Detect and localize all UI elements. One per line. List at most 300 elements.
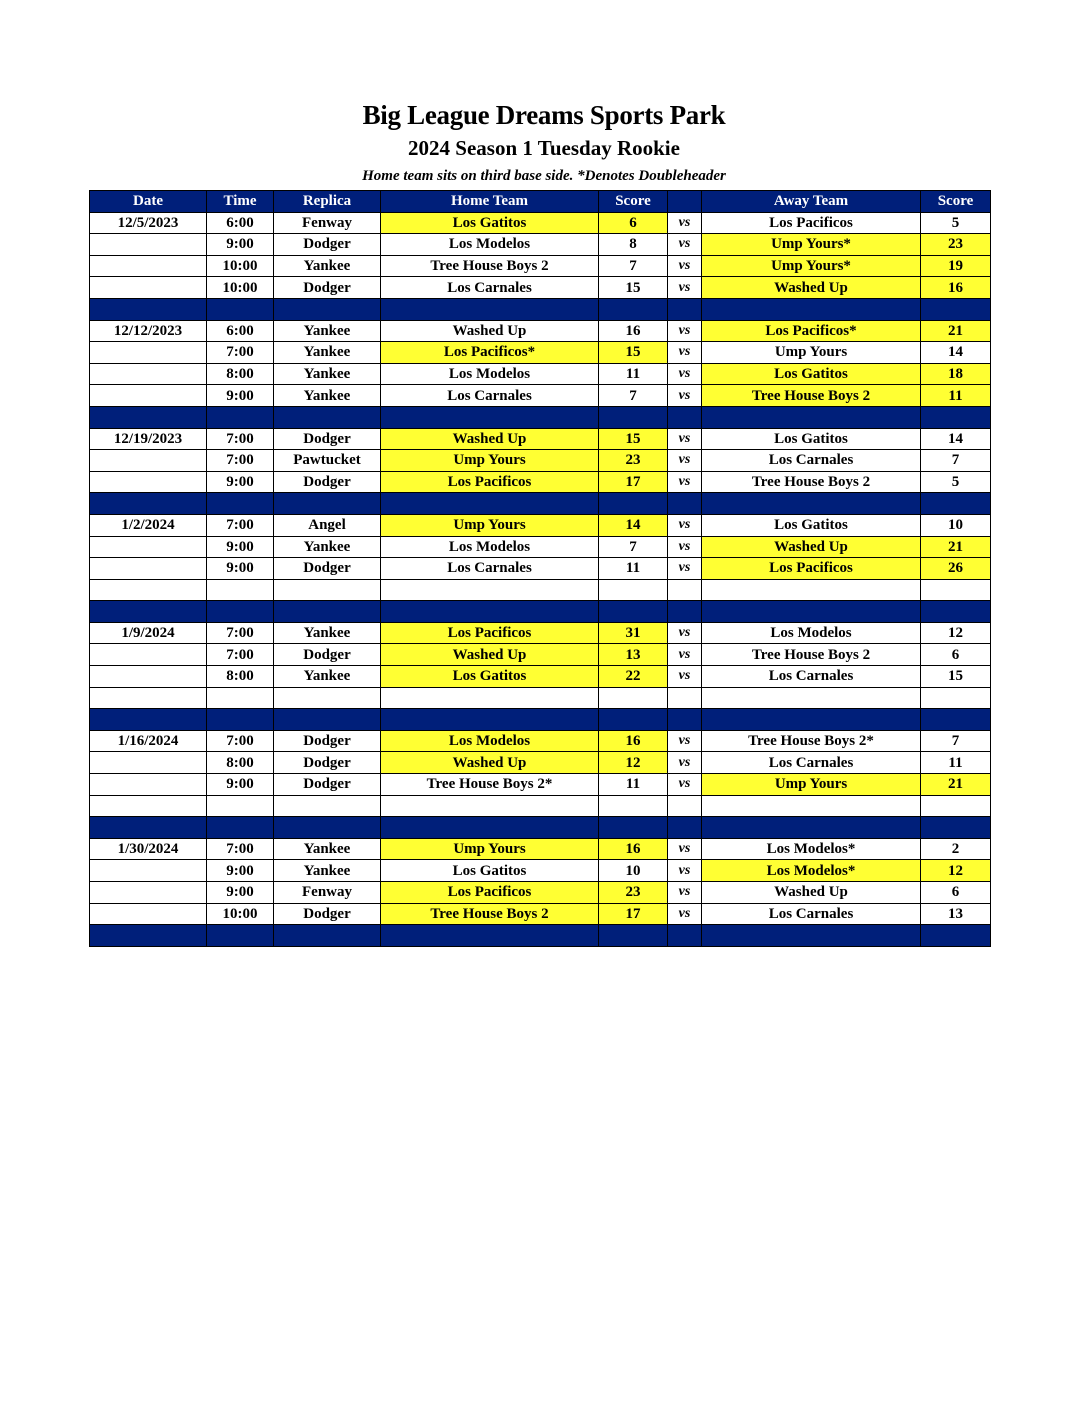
- time-cell: 10:00: [207, 255, 274, 277]
- away-score-cell: 5: [921, 212, 991, 234]
- away-score-cell: 11: [921, 385, 991, 407]
- game-row: [90, 320, 991, 342]
- date-cell: [90, 774, 207, 796]
- time-cell: 8:00: [207, 666, 274, 688]
- date-cell: 1/9/2024: [90, 622, 207, 644]
- game-row: [90, 471, 991, 493]
- separator-cell: [599, 601, 668, 623]
- home-score-cell: 13: [599, 644, 668, 666]
- replica-cell: Dodger: [274, 903, 381, 925]
- game-row: [90, 558, 991, 580]
- game-row: [90, 536, 991, 558]
- home-score-cell: 12: [599, 752, 668, 774]
- separator-cell: [668, 298, 702, 320]
- week-separator-row: [90, 817, 991, 839]
- separator-cell: [921, 406, 991, 428]
- blank-cell: [381, 795, 599, 817]
- home-team-cell: Los Carnales: [381, 277, 599, 299]
- game-row: [90, 385, 991, 407]
- separator-cell: [599, 817, 668, 839]
- date-cell: [90, 536, 207, 558]
- week-separator-row: [90, 406, 991, 428]
- separator-cell: [381, 406, 599, 428]
- home-score-cell: 15: [599, 277, 668, 299]
- separator-cell: [207, 406, 274, 428]
- time-cell: 8:00: [207, 363, 274, 385]
- game-row: [90, 730, 991, 752]
- week-separator-row: [90, 298, 991, 320]
- replica-cell: Yankee: [274, 363, 381, 385]
- doubleheader-note: Home team sits on third base side. *Denotes Doubleheader: [362, 168, 726, 184]
- schedule-body: [90, 212, 991, 946]
- home-team-cell: Los Modelos: [381, 234, 599, 256]
- vs-cell: vs: [668, 212, 702, 234]
- separator-cell: [207, 925, 274, 947]
- separator-cell: [207, 601, 274, 623]
- vs-cell: vs: [668, 903, 702, 925]
- home-team-cell: Los Carnales: [381, 558, 599, 580]
- home-team-cell: Los Gatitos: [381, 666, 599, 688]
- blank-cell: [921, 579, 991, 601]
- date-cell: [90, 752, 207, 774]
- home-team-cell: Tree House Boys 2: [381, 255, 599, 277]
- game-row: [90, 234, 991, 256]
- time-cell: 9:00: [207, 558, 274, 580]
- date-cell: 1/16/2024: [90, 730, 207, 752]
- date-cell: [90, 860, 207, 882]
- away-score-cell: 7: [921, 730, 991, 752]
- away-team-cell: Los Pacificos: [702, 558, 921, 580]
- away-team-cell: Ump Yours*: [702, 255, 921, 277]
- separator-cell: [274, 709, 381, 731]
- home-team-cell: Washed Up: [381, 752, 599, 774]
- game-row: [90, 903, 991, 925]
- separator-cell: [599, 925, 668, 947]
- separator-cell: [274, 493, 381, 515]
- home-score-cell: 15: [599, 428, 668, 450]
- vs-cell: vs: [668, 471, 702, 493]
- game-row: [90, 255, 991, 277]
- blank-cell: [702, 579, 921, 601]
- away-team-cell: Ump Yours: [702, 774, 921, 796]
- separator-cell: [599, 493, 668, 515]
- away-score-cell: 23: [921, 234, 991, 256]
- time-cell: 6:00: [207, 320, 274, 342]
- blank-row: [90, 795, 991, 817]
- separator-cell: [90, 298, 207, 320]
- home-team-cell: Los Pacificos: [381, 622, 599, 644]
- home-score-cell: 7: [599, 255, 668, 277]
- week-separator-row: [90, 493, 991, 515]
- separator-cell: [702, 817, 921, 839]
- replica-cell: Yankee: [274, 536, 381, 558]
- away-score-cell: 10: [921, 514, 991, 536]
- date-cell: [90, 234, 207, 256]
- away-team-cell: Los Carnales: [702, 903, 921, 925]
- game-row: [90, 363, 991, 385]
- replica-cell: Dodger: [274, 774, 381, 796]
- away-team-cell: Washed Up: [702, 536, 921, 558]
- replica-cell: Pawtucket: [274, 450, 381, 472]
- home-team-cell: Washed Up: [381, 644, 599, 666]
- replica-cell: Yankee: [274, 320, 381, 342]
- home-team-cell: Ump Yours: [381, 514, 599, 536]
- away-team-cell: Washed Up: [702, 882, 921, 904]
- col-header-time: Time: [207, 191, 274, 213]
- away-score-cell: 18: [921, 363, 991, 385]
- separator-cell: [702, 493, 921, 515]
- vs-cell: vs: [668, 277, 702, 299]
- vs-cell: vs: [668, 385, 702, 407]
- replica-cell: Dodger: [274, 277, 381, 299]
- separator-cell: [90, 925, 207, 947]
- date-cell: [90, 471, 207, 493]
- vs-cell: vs: [668, 860, 702, 882]
- blank-cell: [274, 579, 381, 601]
- home-team-cell: Los Carnales: [381, 385, 599, 407]
- separator-cell: [274, 406, 381, 428]
- blank-cell: [90, 795, 207, 817]
- separator-cell: [90, 493, 207, 515]
- blank-cell: [207, 579, 274, 601]
- replica-cell: Yankee: [274, 860, 381, 882]
- vs-cell: vs: [668, 882, 702, 904]
- date-cell: [90, 342, 207, 364]
- time-cell: 9:00: [207, 536, 274, 558]
- blank-row: [90, 687, 991, 709]
- blank-cell: [381, 579, 599, 601]
- replica-cell: Dodger: [274, 428, 381, 450]
- away-team-cell: Los Modelos: [702, 622, 921, 644]
- separator-cell: [90, 601, 207, 623]
- date-cell: [90, 666, 207, 688]
- replica-cell: Fenway: [274, 882, 381, 904]
- separator-cell: [702, 709, 921, 731]
- away-team-cell: Tree House Boys 2: [702, 471, 921, 493]
- separator-cell: [668, 925, 702, 947]
- date-cell: [90, 558, 207, 580]
- home-team-cell: Los Pacificos: [381, 882, 599, 904]
- game-row: [90, 622, 991, 644]
- separator-cell: [207, 817, 274, 839]
- separator-cell: [921, 709, 991, 731]
- home-team-cell: Ump Yours: [381, 838, 599, 860]
- date-cell: 12/12/2023: [90, 320, 207, 342]
- home-score-cell: 8: [599, 234, 668, 256]
- separator-cell: [274, 925, 381, 947]
- away-score-cell: 12: [921, 860, 991, 882]
- col-header-vs: [668, 191, 702, 213]
- separator-cell: [381, 493, 599, 515]
- replica-cell: Dodger: [274, 730, 381, 752]
- vs-cell: vs: [668, 730, 702, 752]
- replica-cell: Yankee: [274, 622, 381, 644]
- vs-cell: vs: [668, 644, 702, 666]
- time-cell: 9:00: [207, 774, 274, 796]
- separator-cell: [599, 406, 668, 428]
- separator-cell: [381, 817, 599, 839]
- home-score-cell: 11: [599, 363, 668, 385]
- time-cell: 7:00: [207, 838, 274, 860]
- game-row: [90, 838, 991, 860]
- blank-cell: [207, 795, 274, 817]
- separator-cell: [668, 817, 702, 839]
- blank-cell: [90, 687, 207, 709]
- blank-cell: [921, 687, 991, 709]
- col-header-home-team: Home Team: [381, 191, 599, 213]
- date-cell: 1/2/2024: [90, 514, 207, 536]
- week-separator-row: [90, 601, 991, 623]
- vs-cell: vs: [668, 536, 702, 558]
- blank-cell: [921, 795, 991, 817]
- replica-cell: Yankee: [274, 385, 381, 407]
- away-score-cell: 14: [921, 342, 991, 364]
- game-row: [90, 212, 991, 234]
- separator-cell: [381, 601, 599, 623]
- home-score-cell: 11: [599, 774, 668, 796]
- blank-cell: [599, 579, 668, 601]
- blank-cell: [702, 687, 921, 709]
- separator-cell: [274, 601, 381, 623]
- away-score-cell: 21: [921, 320, 991, 342]
- date-cell: 12/5/2023: [90, 212, 207, 234]
- blank-row: [90, 579, 991, 601]
- time-cell: 9:00: [207, 882, 274, 904]
- vs-cell: vs: [668, 622, 702, 644]
- time-cell: 8:00: [207, 752, 274, 774]
- blank-cell: [207, 687, 274, 709]
- away-team-cell: Los Modelos*: [702, 838, 921, 860]
- home-team-cell: Los Modelos: [381, 536, 599, 558]
- col-header-home-score: Score: [599, 191, 668, 213]
- date-cell: [90, 903, 207, 925]
- home-score-cell: 16: [599, 838, 668, 860]
- home-score-cell: 7: [599, 536, 668, 558]
- date-cell: [90, 644, 207, 666]
- separator-cell: [90, 406, 207, 428]
- away-team-cell: Los Modelos*: [702, 860, 921, 882]
- blank-cell: [381, 687, 599, 709]
- separator-cell: [381, 925, 599, 947]
- away-score-cell: 26: [921, 558, 991, 580]
- vs-cell: vs: [668, 450, 702, 472]
- separator-cell: [668, 406, 702, 428]
- time-cell: 9:00: [207, 234, 274, 256]
- home-score-cell: 14: [599, 514, 668, 536]
- vs-cell: vs: [668, 342, 702, 364]
- away-score-cell: 14: [921, 428, 991, 450]
- home-score-cell: 15: [599, 342, 668, 364]
- away-team-cell: Los Gatitos: [702, 514, 921, 536]
- time-cell: 9:00: [207, 471, 274, 493]
- away-score-cell: 6: [921, 882, 991, 904]
- away-score-cell: 13: [921, 903, 991, 925]
- time-cell: 6:00: [207, 212, 274, 234]
- date-cell: [90, 363, 207, 385]
- time-cell: 10:00: [207, 903, 274, 925]
- vs-cell: vs: [668, 514, 702, 536]
- separator-cell: [599, 709, 668, 731]
- home-score-cell: 17: [599, 903, 668, 925]
- separator-cell: [702, 406, 921, 428]
- time-cell: 7:00: [207, 428, 274, 450]
- away-score-cell: 21: [921, 536, 991, 558]
- page-title: Big League Dreams Sports Park: [362, 100, 726, 130]
- replica-cell: Yankee: [274, 666, 381, 688]
- away-score-cell: 5: [921, 471, 991, 493]
- home-score-cell: 6: [599, 212, 668, 234]
- away-team-cell: Washed Up: [702, 277, 921, 299]
- vs-cell: vs: [668, 428, 702, 450]
- home-team-cell: Los Pacificos*: [381, 342, 599, 364]
- date-cell: [90, 450, 207, 472]
- date-cell: 12/19/2023: [90, 428, 207, 450]
- home-team-cell: Los Modelos: [381, 730, 599, 752]
- blank-cell: [599, 795, 668, 817]
- home-team-cell: Ump Yours: [381, 450, 599, 472]
- separator-cell: [274, 817, 381, 839]
- replica-cell: Fenway: [274, 212, 381, 234]
- schedule-table: [89, 190, 991, 947]
- separator-cell: [90, 817, 207, 839]
- away-score-cell: 7: [921, 450, 991, 472]
- game-row: [90, 277, 991, 299]
- game-row: [90, 644, 991, 666]
- date-cell: 1/30/2024: [90, 838, 207, 860]
- blank-cell: [702, 795, 921, 817]
- away-score-cell: 11: [921, 752, 991, 774]
- replica-cell: Dodger: [274, 471, 381, 493]
- separator-cell: [702, 298, 921, 320]
- time-cell: 9:00: [207, 860, 274, 882]
- home-score-cell: 16: [599, 730, 668, 752]
- away-team-cell: Los Gatitos: [702, 428, 921, 450]
- separator-cell: [921, 925, 991, 947]
- separator-cell: [381, 298, 599, 320]
- separator-cell: [921, 601, 991, 623]
- replica-cell: Dodger: [274, 752, 381, 774]
- away-score-cell: 2: [921, 838, 991, 860]
- home-team-cell: Los Modelos: [381, 363, 599, 385]
- vs-cell: vs: [668, 752, 702, 774]
- home-team-cell: Los Pacificos: [381, 471, 599, 493]
- vs-cell: vs: [668, 558, 702, 580]
- away-team-cell: Los Carnales: [702, 450, 921, 472]
- time-cell: 7:00: [207, 514, 274, 536]
- game-row: [90, 752, 991, 774]
- separator-cell: [599, 298, 668, 320]
- week-separator-row: [90, 925, 991, 947]
- home-score-cell: 23: [599, 882, 668, 904]
- home-score-cell: 31: [599, 622, 668, 644]
- col-header-away-team: Away Team: [702, 191, 921, 213]
- home-team-cell: Tree House Boys 2*: [381, 774, 599, 796]
- game-row: [90, 428, 991, 450]
- away-team-cell: Ump Yours: [702, 342, 921, 364]
- separator-cell: [274, 298, 381, 320]
- time-cell: 9:00: [207, 385, 274, 407]
- away-team-cell: Tree House Boys 2: [702, 644, 921, 666]
- vs-cell: vs: [668, 838, 702, 860]
- away-team-cell: Los Carnales: [702, 666, 921, 688]
- away-team-cell: Ump Yours*: [702, 234, 921, 256]
- separator-cell: [381, 709, 599, 731]
- replica-cell: Angel: [274, 514, 381, 536]
- vs-cell: vs: [668, 363, 702, 385]
- away-team-cell: Los Pacificos: [702, 212, 921, 234]
- vs-cell: vs: [668, 774, 702, 796]
- time-cell: 7:00: [207, 342, 274, 364]
- away-team-cell: Tree House Boys 2*: [702, 730, 921, 752]
- away-score-cell: 6: [921, 644, 991, 666]
- replica-cell: Yankee: [274, 838, 381, 860]
- blank-cell: [274, 687, 381, 709]
- time-cell: 10:00: [207, 277, 274, 299]
- date-cell: [90, 277, 207, 299]
- home-score-cell: 23: [599, 450, 668, 472]
- replica-cell: Dodger: [274, 234, 381, 256]
- home-score-cell: 7: [599, 385, 668, 407]
- week-separator-row: [90, 709, 991, 731]
- game-row: [90, 774, 991, 796]
- vs-cell: vs: [668, 666, 702, 688]
- blank-cell: [274, 795, 381, 817]
- separator-cell: [668, 601, 702, 623]
- separator-cell: [207, 493, 274, 515]
- home-team-cell: Los Gatitos: [381, 212, 599, 234]
- replica-cell: Dodger: [274, 558, 381, 580]
- home-team-cell: Washed Up: [381, 428, 599, 450]
- away-score-cell: 16: [921, 277, 991, 299]
- home-team-cell: Los Gatitos: [381, 860, 599, 882]
- separator-cell: [668, 709, 702, 731]
- home-score-cell: 22: [599, 666, 668, 688]
- separator-cell: [702, 925, 921, 947]
- blank-cell: [668, 687, 702, 709]
- replica-cell: Dodger: [274, 644, 381, 666]
- separator-cell: [668, 493, 702, 515]
- game-row: [90, 450, 991, 472]
- page-subtitle: 2024 Season 1 Tuesday Rookie: [408, 136, 680, 160]
- separator-cell: [207, 709, 274, 731]
- home-score-cell: 10: [599, 860, 668, 882]
- blank-cell: [668, 795, 702, 817]
- col-header-away-score: Score: [921, 191, 991, 213]
- time-cell: 7:00: [207, 450, 274, 472]
- blank-cell: [668, 579, 702, 601]
- col-header-date: Date: [90, 191, 207, 213]
- separator-cell: [921, 817, 991, 839]
- game-row: [90, 882, 991, 904]
- away-score-cell: 21: [921, 774, 991, 796]
- replica-cell: Yankee: [274, 342, 381, 364]
- away-score-cell: 19: [921, 255, 991, 277]
- away-score-cell: 12: [921, 622, 991, 644]
- blank-cell: [599, 687, 668, 709]
- blank-cell: [90, 579, 207, 601]
- home-team-cell: Washed Up: [381, 320, 599, 342]
- game-row: [90, 514, 991, 536]
- date-cell: [90, 255, 207, 277]
- time-cell: 7:00: [207, 622, 274, 644]
- separator-cell: [921, 298, 991, 320]
- away-team-cell: Los Carnales: [702, 752, 921, 774]
- away-score-cell: 15: [921, 666, 991, 688]
- separator-cell: [921, 493, 991, 515]
- vs-cell: vs: [668, 320, 702, 342]
- time-cell: 7:00: [207, 730, 274, 752]
- game-row: [90, 342, 991, 364]
